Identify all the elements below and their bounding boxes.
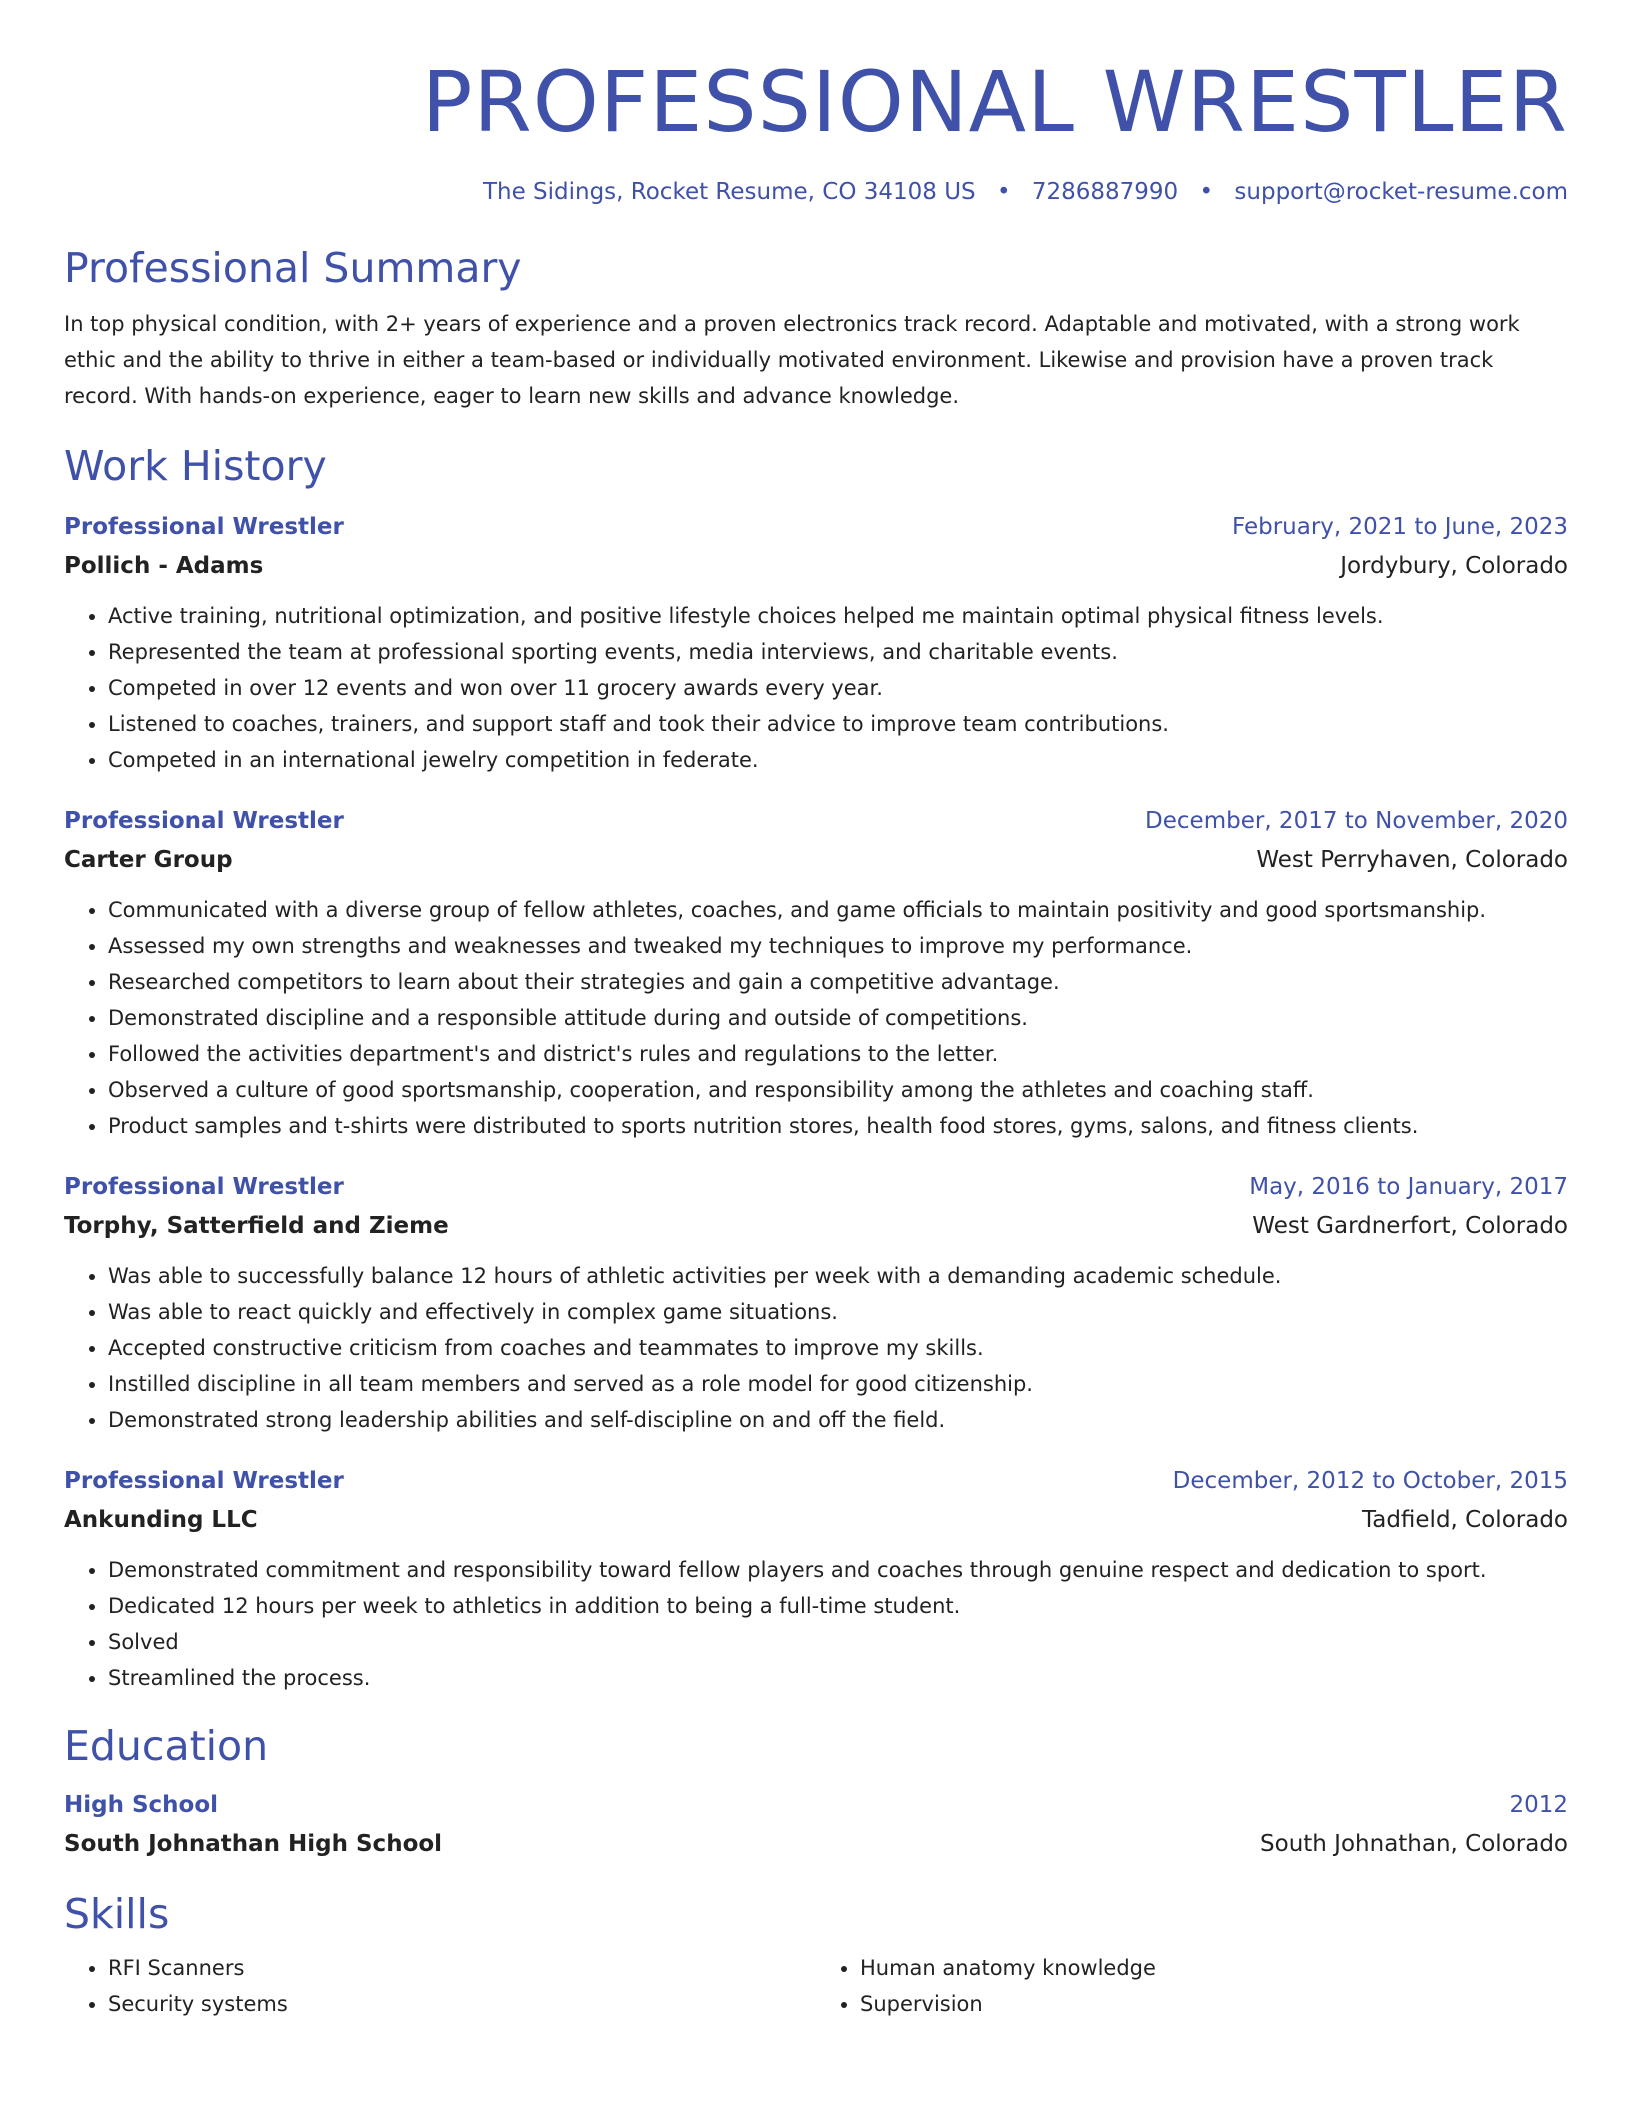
- job-bullet: • Demonstrated discipline and a responsible attitude during and outside of competitions.: [108, 1000, 1568, 1036]
- job-role: Professional Wrestler: [64, 1174, 344, 1200]
- education-school-row: [64, 1826, 1568, 1862]
- education-header-row: [64, 1788, 1568, 1822]
- job-location: West Perryhaven, Colorado: [1256, 847, 1568, 873]
- job-dates: December, 2017 to November, 2020: [1145, 808, 1568, 834]
- job-bullet: • Instilled discipline in all team members and served as a role model for good citizenship.: [108, 1366, 1568, 1402]
- job-company: Torphy, Satterfield and Zieme: [64, 1213, 449, 1239]
- skill-item: • RFI Scanners: [108, 1950, 816, 1986]
- contact-email: support@rocket-resume.com: [1234, 179, 1568, 205]
- job-bullet: • Active training, nutritional optimization, and positive lifestyle choices helped me maintain optimal physical fitness levels.: [108, 598, 1568, 634]
- job-bullet: • Demonstrated strong leadership abilities and self-discipline on and off the field.: [108, 1402, 1568, 1438]
- skills-list-right: [816, 1950, 1568, 2022]
- job-bullet: • Observed a culture of good sportsmanship, cooperation, and responsibility among the athletes and coaching staff.: [108, 1072, 1568, 1108]
- job-company: Ankunding LLC: [64, 1507, 258, 1533]
- job-bullet: • Listened to coaches, trainers, and support staff and took their advice to improve team contributions.: [108, 706, 1568, 742]
- job-entry: [64, 1170, 1568, 1438]
- job-header-row: [64, 1170, 1568, 1204]
- job-bullet: • Researched competitors to learn about their strategies and gain a competitive advantage.: [108, 964, 1568, 1000]
- education-title: Education: [64, 1722, 269, 1770]
- contact-separator: •: [996, 179, 1011, 205]
- summary-text: In top physical condition, with 2+ years of experience and a proven electronics track record. Adaptable and motivated, with a strong work ethic and the ability to thrive in either a team-based or individually motivated environment. Likewise and provision have a proven track record. With hands-on experience, eager to learn new skills and advance knowledge.: [64, 312, 1520, 408]
- job-company-row: [64, 842, 1568, 878]
- education-location: South Johnathan, Colorado: [1260, 1831, 1568, 1857]
- job-bullet: • Was able to react quickly and effectively in complex game situations.: [108, 1294, 1568, 1330]
- skills-title: Skills: [64, 1890, 170, 1938]
- skills-section: [64, 1888, 1568, 2022]
- job-bullet: • Represented the team at professional sporting events, media interviews, and charitable events.: [108, 634, 1568, 670]
- job-header-row: [64, 1464, 1568, 1498]
- job-bullet: • Product samples and t-shirts were distributed to sports nutrition stores, health food stores, gyms, salons, and fitness clients.: [108, 1108, 1568, 1144]
- job-header-row: [64, 804, 1568, 838]
- education-school: South Johnathan High School: [64, 1831, 443, 1857]
- summary-title: Professional Summary: [64, 244, 522, 292]
- skill-item: • Human anatomy knowledge: [860, 1950, 1568, 1986]
- job-bullet: • Solved: [108, 1624, 1568, 1660]
- job-bullet: • Assessed my own strengths and weaknesses and tweaked my techniques to improve my performance.: [108, 928, 1568, 964]
- job-bullet: • Streamlined the process.: [108, 1660, 1568, 1696]
- job-entry: [64, 510, 1568, 778]
- skill-item: • Security systems: [108, 1986, 816, 2022]
- job-company: Carter Group: [64, 847, 233, 873]
- skills-grid: [64, 1950, 1568, 2022]
- job-company-row: [64, 548, 1568, 584]
- job-location: Jordybury, Colorado: [1340, 553, 1568, 579]
- job-bullet: • Communicated with a diverse group of fellow athletes, coaches, and game officials to maintain positivity and good sportsmanship.: [108, 892, 1568, 928]
- job-dates: May, 2016 to January, 2017: [1249, 1174, 1568, 1200]
- job-location: West Gardnerfort, Colorado: [1252, 1213, 1568, 1239]
- job-company-row: [64, 1502, 1568, 1538]
- job-bullet: • Demonstrated commitment and responsibility toward fellow players and coaches through genuine respect and dedication to sport.: [108, 1552, 1568, 1588]
- job-role: Professional Wrestler: [64, 1468, 344, 1494]
- job-location: Tadfield, Colorado: [1361, 1507, 1568, 1533]
- contact-separator: •: [1199, 179, 1214, 205]
- job-dates: December, 2012 to October, 2015: [1172, 1468, 1568, 1494]
- education-year: 2012: [1509, 1792, 1568, 1818]
- skills-list-left: [64, 1950, 816, 2022]
- job-bullet: • Was able to successfully balance 12 hours of athletic activities per week with a demanding academic schedule.: [108, 1258, 1568, 1294]
- work-history-section: [64, 440, 1568, 1696]
- job-company: Pollich - Adams: [64, 553, 264, 579]
- jobs-list: [64, 510, 1568, 1696]
- job-entry: [64, 804, 1568, 1144]
- job-bullets: [64, 1258, 1568, 1438]
- job-bullet: • Accepted constructive criticism from coaches and teammates to improve my skills.: [108, 1330, 1568, 1366]
- summary-section: [64, 242, 1568, 414]
- resume-page: [64, 0, 1568, 2022]
- contact-address: The Sidings, Rocket Resume, CO 34108 US: [482, 179, 976, 205]
- job-bullet: • Dedicated 12 hours per week to athletics in addition to being a full-time student.: [108, 1588, 1568, 1624]
- skill-item: • Supervision: [860, 1986, 1568, 2022]
- job-bullet: • Followed the activities department's and district's rules and regulations to the letter.: [108, 1036, 1568, 1072]
- job-bullets: [64, 1552, 1568, 1696]
- job-dates: February, 2021 to June, 2023: [1231, 514, 1568, 540]
- job-header-row: [64, 510, 1568, 544]
- job-entry: [64, 1464, 1568, 1696]
- education-section: [64, 1720, 1568, 1862]
- job-role: Professional Wrestler: [64, 514, 344, 540]
- job-bullets: [64, 598, 1568, 778]
- education-degree: High School: [64, 1792, 219, 1818]
- candidate-name: PROFESSIONAL WRESTLER: [421, 53, 1568, 151]
- contact-phone: 7286887990: [1031, 179, 1179, 205]
- job-bullets: [64, 892, 1568, 1144]
- work-history-title: Work History: [64, 442, 327, 490]
- job-bullet: • Competed in over 12 events and won over 11 grocery awards every year.: [108, 670, 1568, 706]
- contact-line: [64, 176, 1568, 208]
- job-role: Professional Wrestler: [64, 808, 344, 834]
- job-bullet: • Competed in an international jewelry competition in federate.: [108, 742, 1568, 778]
- job-company-row: [64, 1208, 1568, 1244]
